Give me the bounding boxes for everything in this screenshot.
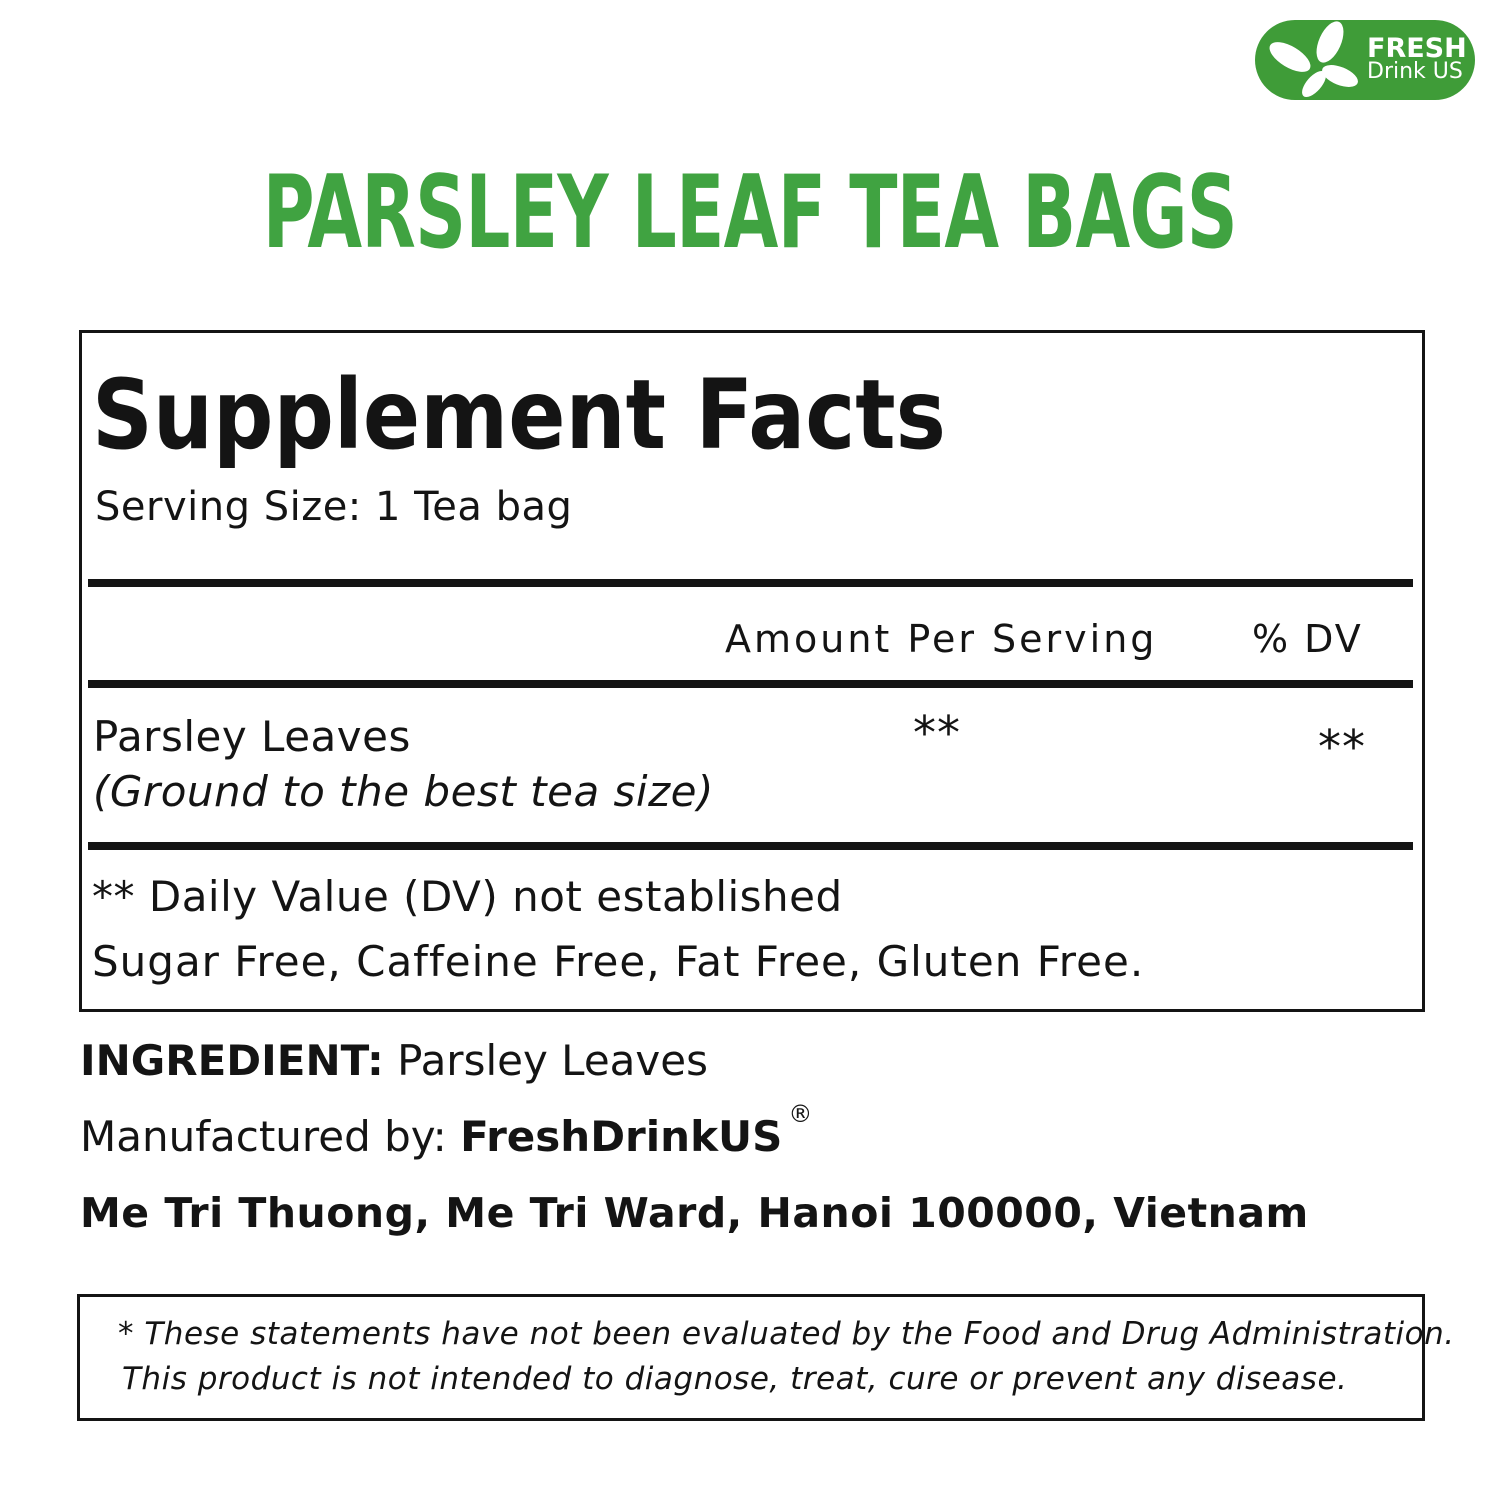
ingredient-row-dv: ** bbox=[1318, 720, 1366, 774]
column-header-dv: % DV bbox=[1252, 617, 1363, 661]
registered-trademark-icon: ® bbox=[788, 1100, 813, 1128]
manufacturer-line bbox=[80, 1100, 813, 1161]
disclaimer-line-1: * These statements have not been evaluated by the Food and Drug Administration. bbox=[118, 1316, 1455, 1352]
ingredient-label: INGREDIENT: bbox=[80, 1036, 384, 1085]
leaf-icon bbox=[1255, 20, 1475, 100]
manufacturer-address: Me Tri Thuong, Me Tri Ward, Hanoi 100000, Vietnam bbox=[80, 1189, 1309, 1237]
divider-bar-middle bbox=[88, 680, 1413, 688]
column-header-amount: Amount Per Serving bbox=[725, 617, 1158, 661]
ingredient-row-note: (Ground to the best tea size) bbox=[93, 767, 714, 816]
footnote-free: Sugar Free, Caffeine Free, Fat Free, Gluten Free. bbox=[92, 937, 1145, 986]
supplement-facts-heading: Supplement Facts bbox=[92, 359, 946, 471]
manufacturer-value: FreshDrinkUS bbox=[460, 1112, 783, 1161]
footnote-dv: ** Daily Value (DV) not established bbox=[92, 872, 843, 921]
divider-bar-bottom bbox=[88, 842, 1413, 850]
ingredient-row-amount: ** bbox=[913, 706, 961, 760]
brand-logo bbox=[1255, 20, 1475, 100]
manufacturer-label: Manufactured by: bbox=[80, 1112, 447, 1161]
product-title-text: PARSLEY LEAF TEA BAGS bbox=[262, 153, 1238, 271]
serving-size: Serving Size: 1 Tea bag bbox=[95, 484, 573, 530]
brand-name-bottom: Drink US bbox=[1367, 59, 1463, 84]
disclaimer-box bbox=[77, 1294, 1425, 1421]
disclaimer-line-2: This product is not intended to diagnose, treat, cure or prevent any disease. bbox=[122, 1361, 1348, 1397]
brand-name-top: FRESH bbox=[1367, 33, 1467, 64]
ingredient-value: Parsley Leaves bbox=[397, 1036, 708, 1085]
ingredient-line bbox=[80, 1036, 708, 1085]
product-title bbox=[0, 153, 1500, 271]
divider-bar-top bbox=[88, 579, 1413, 587]
ingredient-row-name: Parsley Leaves bbox=[93, 712, 411, 761]
